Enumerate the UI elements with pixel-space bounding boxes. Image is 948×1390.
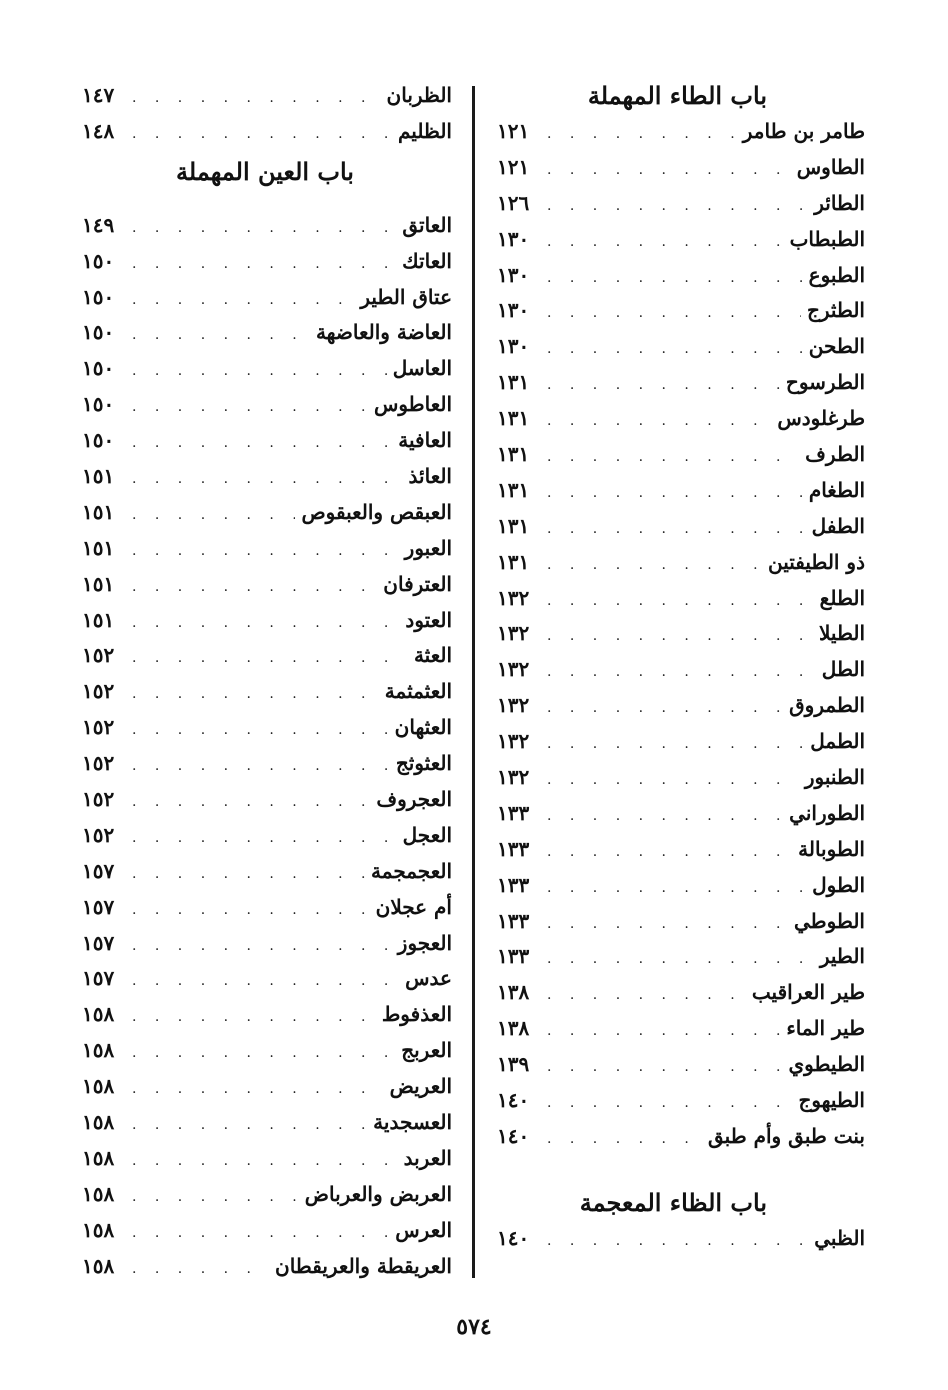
dot-leader <box>132 570 377 606</box>
dot-leader <box>547 619 813 655</box>
dot-leader <box>132 677 379 713</box>
entry-name: الطوراني <box>789 800 865 825</box>
index-entry <box>82 114 452 150</box>
entry-name: الطل <box>821 657 865 682</box>
entry-page-number: ١٥٢ <box>82 751 115 776</box>
index-entry <box>82 674 452 710</box>
entry-name: طير العراقيب <box>751 980 865 1005</box>
entry-name: العربض والعرباض <box>304 1181 452 1206</box>
entry-page-number: ١٥١ <box>82 571 115 596</box>
entry-name: العافية <box>398 428 452 453</box>
dot-leader <box>132 247 396 283</box>
entry-name: الظليم <box>397 118 452 143</box>
entry-page-number: ١٤٠ <box>497 1123 530 1148</box>
entry-name: العربد <box>403 1145 452 1170</box>
index-entry <box>82 315 452 351</box>
entry-name: الطير <box>819 944 865 969</box>
entry-page-number: ١٥٧ <box>82 930 115 955</box>
dot-leader <box>132 354 387 390</box>
entry-name: الطحن <box>808 334 865 359</box>
dot-leader <box>132 318 310 354</box>
index-entry <box>82 244 452 280</box>
dot-leader <box>547 153 791 189</box>
index-entry <box>82 423 452 459</box>
entry-page-number: ١٣٣ <box>497 800 530 825</box>
entry-name: العبور <box>404 535 452 560</box>
index-entry <box>497 114 865 150</box>
dot-leader <box>132 1144 398 1180</box>
index-entry <box>497 1047 865 1083</box>
entry-name: بنت طبق وأم طبق <box>708 1123 865 1148</box>
index-entry <box>497 724 865 760</box>
dot-leader <box>132 117 392 153</box>
index-entry <box>82 1105 452 1141</box>
entry-page-number: ١٣٣ <box>497 836 530 861</box>
index-entry <box>497 1119 865 1155</box>
entry-page-number: ١٥١ <box>82 499 115 524</box>
dot-leader <box>547 1086 792 1122</box>
entry-page-number: ١٥٧ <box>82 894 115 919</box>
index-entry <box>497 939 865 975</box>
index-entry <box>497 186 865 222</box>
entry-page-number: ١٣٢ <box>497 765 530 790</box>
index-entry <box>497 509 865 545</box>
entry-name: الطبوع <box>808 262 865 287</box>
dot-leader <box>547 727 804 763</box>
entry-page-number: ١٥٢ <box>82 787 115 812</box>
dot-leader <box>547 1224 808 1260</box>
entry-name: العجمجمة <box>371 858 452 883</box>
entry-page-number: ١٤٠ <box>497 1225 530 1250</box>
entry-page-number: ١٣٠ <box>497 226 530 251</box>
entry-name: الطيلا <box>818 621 865 646</box>
section-heading-za: باب الظاء المعجمة <box>579 1187 767 1217</box>
dot-leader <box>132 821 397 857</box>
entry-name: الطاوس <box>796 154 865 179</box>
entry-page-number: ١٣١ <box>497 442 530 467</box>
index-entry <box>82 854 452 890</box>
entry-page-number: ١٤٠ <box>497 1088 530 1113</box>
index-entry <box>497 868 865 904</box>
entry-name: العربج <box>401 1038 452 1063</box>
column-divider <box>472 86 475 1278</box>
index-entry <box>82 1213 452 1249</box>
entry-page-number: ١٣٢ <box>497 621 530 646</box>
dot-leader <box>547 691 783 727</box>
entry-name: العجوز <box>397 930 452 955</box>
index-entry <box>497 1083 865 1119</box>
entry-page-number: ١٣٠ <box>497 262 530 287</box>
dot-leader <box>547 978 746 1014</box>
index-entry <box>82 890 452 926</box>
dot-leader <box>547 799 783 835</box>
entry-page-number: ١٣١ <box>497 477 530 502</box>
dot-leader <box>547 476 803 512</box>
entry-name: العجروف <box>376 787 452 812</box>
index-entry <box>497 688 865 724</box>
dot-leader <box>547 1014 780 1050</box>
entry-name: العاطوس <box>373 392 452 417</box>
entry-name: العاتك <box>402 248 452 273</box>
entry-page-number: ١٥٨ <box>82 1181 115 1206</box>
index-entry <box>82 1069 452 1105</box>
entry-page-number: ١٤٩ <box>82 212 115 237</box>
entry-page-number: ١٥٠ <box>82 428 115 453</box>
entry-page-number: ١٢١ <box>497 154 530 179</box>
index-entry <box>82 1141 452 1177</box>
index-entry <box>497 975 865 1011</box>
entry-name: العذفوط <box>381 1002 452 1027</box>
entry-page-number: ١٥٧ <box>82 858 115 883</box>
page-number: ٥٧٤ <box>456 1314 492 1340</box>
entry-page-number: ١٥٠ <box>82 392 115 417</box>
dot-leader <box>132 929 392 965</box>
entry-name: العثمثمة <box>384 679 452 704</box>
index-entry <box>82 495 452 531</box>
dot-leader <box>132 893 370 929</box>
entry-name: طير الماء <box>786 1016 865 1041</box>
entry-page-number: ١٥٧ <box>82 966 115 991</box>
entry-name: الطيهوج <box>798 1088 865 1113</box>
dot-leader <box>547 117 737 153</box>
dot-leader <box>547 1050 783 1086</box>
section-heading-ta: باب الطاء المهملة <box>587 81 767 110</box>
entry-page-number: ١٥٠ <box>82 320 115 345</box>
entry-name: الطبطاب <box>789 226 865 251</box>
dot-leader <box>132 785 370 821</box>
dot-leader <box>132 1072 384 1108</box>
entry-name: الطفل <box>811 513 865 538</box>
entry-name: العترفان <box>383 571 452 596</box>
entry-name: العاضة والعاضهة <box>315 320 452 345</box>
dot-leader <box>132 462 403 498</box>
entry-list-ain <box>82 208 452 1285</box>
dot-leader <box>132 641 408 677</box>
dot-leader <box>132 390 368 426</box>
dot-leader <box>132 81 381 117</box>
entry-name: العائذ <box>408 464 452 489</box>
index-entry <box>82 208 452 244</box>
entry-page-number: ١٥٢ <box>82 643 115 668</box>
left-column <box>82 78 452 1285</box>
entry-page-number: ١٣٣ <box>497 908 530 933</box>
entry-page-number: ١٣١ <box>497 549 530 574</box>
entry-page-number: ١٣٢ <box>497 729 530 754</box>
entry-name: الطغام <box>808 477 865 502</box>
index-entry <box>497 1221 865 1257</box>
dot-leader <box>132 1036 395 1072</box>
index-entry <box>497 652 865 688</box>
entry-page-number: ١٣٣ <box>497 944 530 969</box>
index-entry <box>497 222 865 258</box>
entry-name: العرس <box>395 1217 452 1242</box>
dot-leader <box>132 1108 367 1144</box>
entry-page-number: ١٣٠ <box>497 334 530 359</box>
dot-leader <box>547 225 784 261</box>
entry-name: عدس <box>405 966 452 991</box>
dot-leader <box>547 548 762 584</box>
index-entry <box>82 961 452 997</box>
index-entry <box>497 904 865 940</box>
entry-page-number: ١٣٢ <box>497 585 530 610</box>
entry-page-number: ١٣١ <box>497 406 530 431</box>
entry-name: طرغلودس <box>777 406 865 431</box>
index-entry <box>82 638 452 674</box>
dot-leader <box>547 296 801 332</box>
index-entry <box>497 581 865 617</box>
entry-name: الطمروق <box>789 693 865 718</box>
index-entry <box>82 78 452 114</box>
dot-leader <box>547 404 771 440</box>
entry-name: الطوطي <box>794 908 865 933</box>
index-entry <box>82 387 452 423</box>
index-entry <box>497 616 865 652</box>
entry-page-number: ١٣٠ <box>497 298 530 323</box>
index-entry <box>82 459 452 495</box>
entry-page-number: ١٥٨ <box>82 1145 115 1170</box>
entry-page-number: ١٣١ <box>497 513 530 538</box>
dot-leader <box>547 763 799 799</box>
entry-name: العسجدية <box>373 1110 452 1135</box>
entry-page-number: ١٥١ <box>82 535 115 560</box>
entry-name: الطمل <box>810 729 865 754</box>
index-entry <box>82 746 452 782</box>
entry-name: ذو الطيفتين <box>767 549 865 574</box>
entry-list-za <box>497 1221 865 1257</box>
index-entry <box>497 329 865 365</box>
dot-leader <box>132 283 354 319</box>
dot-leader <box>547 1122 702 1158</box>
index-entry <box>82 782 452 818</box>
index-entry <box>82 710 452 746</box>
entry-name: عتاق الطير <box>360 284 452 309</box>
index-entry <box>497 545 865 581</box>
entry-name: الطرسوح <box>785 370 865 395</box>
dot-leader <box>132 1180 299 1216</box>
entry-page-number: ١٥٠ <box>82 356 115 381</box>
entry-name: أم عجلان <box>375 894 452 919</box>
entry-page-number: ١٣٣ <box>497 872 530 897</box>
entry-name: الطول <box>812 872 865 897</box>
section-heading-ain: باب العين المهملة <box>176 156 354 186</box>
entry-name: العتود <box>405 607 452 632</box>
entry-page-number: ١٣٩ <box>497 1052 530 1077</box>
entry-name: العثهان <box>394 715 452 740</box>
dot-leader <box>547 512 806 548</box>
dot-leader <box>132 1216 389 1252</box>
dot-leader <box>547 440 799 476</box>
entry-name: الطلع <box>819 585 865 610</box>
entry-page-number: ١٣١ <box>497 370 530 395</box>
dot-leader <box>132 857 365 893</box>
entry-name: الطائر <box>814 190 865 215</box>
dot-leader <box>132 606 399 642</box>
entry-page-number: ١٥٨ <box>82 1074 115 1099</box>
entry-name: الطنبور <box>804 765 865 790</box>
entry-list-za-continued <box>82 78 452 150</box>
entry-name: العريض <box>389 1074 452 1099</box>
dot-leader <box>547 189 808 225</box>
dot-leader <box>547 835 792 871</box>
index-entry <box>82 1249 452 1285</box>
entry-name: العاتق <box>402 212 452 237</box>
entry-page-number: ١٥٨ <box>82 1253 115 1278</box>
entry-name: العثوثج <box>395 751 452 776</box>
dot-leader <box>132 1252 269 1288</box>
entry-name: العجل <box>402 822 452 847</box>
index-entry <box>497 258 865 294</box>
entry-name: الظبي <box>814 1225 865 1250</box>
entry-page-number: ١٥٨ <box>82 1110 115 1135</box>
entry-name: العاسل <box>392 356 452 381</box>
dot-leader <box>547 584 814 620</box>
entry-page-number: ١٢١ <box>497 119 530 143</box>
entry-page-number: ١٣٨ <box>497 1016 530 1041</box>
index-entry <box>497 473 865 509</box>
entry-name: العريقطة والعريقطان <box>275 1253 452 1278</box>
entry-page-number: ١٣٢ <box>497 693 530 718</box>
index-entry <box>82 603 452 639</box>
entry-page-number: ١٥٨ <box>82 1038 115 1063</box>
index-entry <box>497 365 865 401</box>
entry-name: الطيطوي <box>788 1052 865 1077</box>
dot-leader <box>547 655 816 691</box>
entry-page-number: ١٥١ <box>82 464 115 489</box>
index-entry <box>497 796 865 832</box>
index-entry <box>82 926 452 962</box>
entry-name: الطرف <box>805 442 865 467</box>
dot-leader <box>132 713 389 749</box>
entry-name: الطوبالة <box>798 836 865 861</box>
index-entry <box>497 150 865 186</box>
index-entry <box>82 1033 452 1069</box>
entry-page-number: ١٥٢ <box>82 822 115 847</box>
entry-page-number: ١٥١ <box>82 607 115 632</box>
entry-name: الطثرج <box>806 298 865 323</box>
entry-page-number: ١٤٨ <box>82 118 115 143</box>
dot-leader <box>547 907 788 943</box>
entry-page-number: ١٥٢ <box>82 715 115 740</box>
entry-name: العبقص والعبقوص <box>301 499 452 524</box>
entry-page-number: ١٥٠ <box>82 284 115 309</box>
entry-name: العثة <box>413 643 452 668</box>
dot-leader <box>547 332 803 368</box>
right-column <box>497 78 865 1257</box>
index-entry <box>497 760 865 796</box>
dot-leader <box>132 1000 376 1036</box>
entry-page-number: ١٥٨ <box>82 1002 115 1027</box>
index-entry <box>82 1177 452 1213</box>
entry-page-number: ١٥٢ <box>82 679 115 704</box>
entry-page-number: ١٣٢ <box>497 657 530 682</box>
index-entry <box>497 437 865 473</box>
index-entry <box>82 351 452 387</box>
dot-leader <box>132 211 396 247</box>
dot-leader <box>132 426 392 462</box>
index-entry <box>82 280 452 316</box>
dot-leader <box>132 964 399 1000</box>
index-entry <box>497 1011 865 1047</box>
entry-page-number: ١٣٨ <box>497 980 530 1005</box>
dot-leader <box>547 368 780 404</box>
entry-page-number: ١٥٠ <box>82 248 115 273</box>
index-entry <box>497 293 865 329</box>
dot-leader <box>547 871 806 907</box>
index-entry <box>82 818 452 854</box>
entry-page-number: ١٥٨ <box>82 1217 115 1242</box>
entry-list-ta <box>497 114 865 1155</box>
index-entry <box>82 531 452 567</box>
index-entry <box>82 567 452 603</box>
entry-name: طامر بن طامر <box>742 119 865 143</box>
dot-leader <box>132 498 295 534</box>
entry-name: الظربان <box>386 83 452 107</box>
index-entry <box>82 997 452 1033</box>
dot-leader <box>132 749 390 785</box>
dot-leader <box>547 942 814 978</box>
dot-leader <box>547 261 803 297</box>
entry-page-number: ١٤٧ <box>82 83 115 107</box>
index-entry <box>497 401 865 437</box>
index-entry <box>497 832 865 868</box>
dot-leader <box>132 534 399 570</box>
entry-page-number: ١٢٦ <box>497 190 530 215</box>
